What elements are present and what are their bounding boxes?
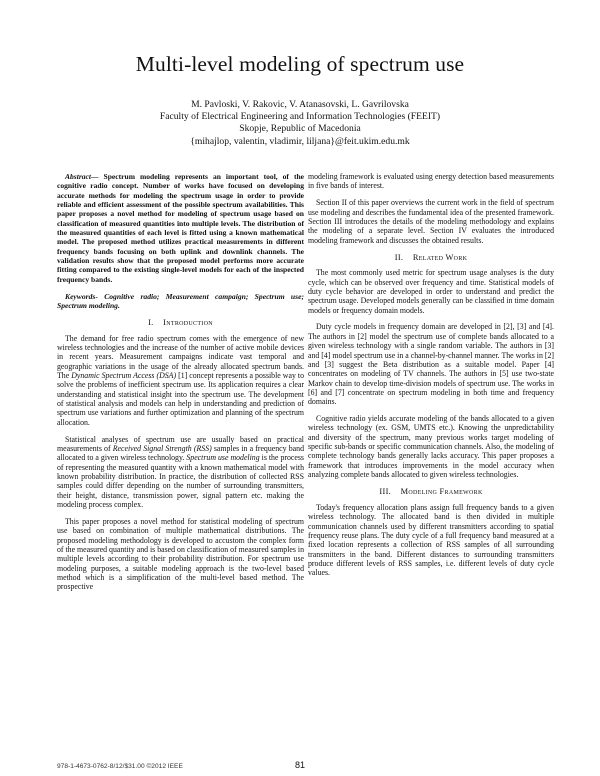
section-title: Related Work <box>412 252 468 262</box>
related-paragraph-3: Cognitive radio yields accurate modeling of the bands allocated to a given wireless technology (ex. GSM, UMTS etc.). Knowing the unpredictability and diversity of the spectrum, many previous works target modeling of specific sub-bands or specific communication channels. Also, the modeling of complete technology bands generally lacks accuracy. This paper proposes a framework that introduces improvements in the model accuracy when analyzing complete bands allocated to given wireless technologies. <box>308 414 554 480</box>
paragraph-text: is the process of representing the measured quantity with a known mathematical model with known probability distribution. In practice, the distribution of collected RSS samples could differ depending on the number of surrounding transmitters, their height, distance, transmission power, signal pattern etc. making the modeling process complex. <box>57 453 304 509</box>
intro-paragraph-1 <box>57 334 304 427</box>
author-block <box>0 99 600 148</box>
paragraph-text: samples in a frequency band allocated to a given wireless technology. <box>57 443 304 463</box>
emphasis-rss: Received Signal Strength (RSS) <box>112 443 212 453</box>
paragraph-text: [1] concept represents a possible way to solve the problems of inefficient spectrum use. Its application requires a clear understanding and statistical insight into the spectrum use. The development of statistical analysis and models can help in understanding and prediction of spectrum use variations and further optimization and planning of the spectrum allocation. <box>57 371 305 427</box>
abstract-text: Spectrum modeling represents an important tool, of the cognitive radio concept. Number of works have focused on developing accurate methods for modeling the spectrum usage in order to provide reliable and efficient assessment of the possible spectrum availabilities. This paper proposes a novel method for modeling of spectrum usage based on classification of measured quantities into multiple levels. The distribution of the measured quantities of each level is fitted using a known mathematical model. The proposed method utilizes practical measurements in different frequency bands focusing on both uplink and downlink channels. The validation results show that the proposed model performs more accurate fitting compared to the existing single-level models for each of the inspected frequency bands. <box>57 172 304 284</box>
intro-paragraph-3: This paper proposes a novel method for statistical modeling of spectrum use based on combination of multiple mathematical distributions. The proposed modeling methodology is developed to accustom the complex form of the measured quantity and is based on classification of measured samples in multiple levels according to their probability distribution. For spectrum use modeling purposes, a suitable modeling approach is the two-level based method which is a simplification of the multi-level based method. The prospective <box>57 516 305 592</box>
abstract-label: Abstract— <box>65 172 99 181</box>
section-heading-related-work <box>308 253 554 262</box>
paper-title: Multi-level modeling of spectrum use <box>135 52 465 76</box>
footer-copyright: 978-1-4673-0762-8/12/$31.00 ©2012 IEEE <box>57 763 183 770</box>
author-names: M. Pavloski, V. Rakovic, V. Atanasovski, L. Gavrilovska <box>191 99 409 110</box>
intro-paragraph-continued: modeling framework is evaluated using energy detection based measurements in five bands of interest. <box>308 172 554 191</box>
related-paragraph-1: The most commonly used metric for spectrum usage analyses is the duty cycle, which can be observed over frequency and time. Statistical models of duty cycle behavior are developed in order to understand and predict the spectrum usage. Developed models generally can be classified in time domain models or frequency domain models. <box>308 268 554 315</box>
section-number: I. <box>148 318 154 328</box>
author-affiliation: Faculty of Electrical Engineering and Information Technologies (FEEIT) <box>159 111 441 123</box>
section-number: III. <box>379 487 392 497</box>
section-number: II. <box>394 252 404 262</box>
section-title: Introduction <box>163 318 213 328</box>
left-column <box>57 172 304 599</box>
framework-paragraph-1: Today's frequency allocation plans assign full frequency bands to a given wireless technology. The allocated band is then divided in multiple communication channels used by different transmitters according to spatial frequency reuse plans. The duty cycle of a full frequency band measured at a fixed location represents a collection of RSS samples of all surrounding transmitters in the band. Different distances to surrounding transmitters produce different levels of RSS samples, i.e. different levels of duty cycle values. <box>308 502 554 578</box>
emphasis-dsa: Dynamic Spectrum Access (DSA) <box>71 371 177 381</box>
abstract <box>57 172 304 284</box>
emphasis-spectrum-use-modeling: Spectrum use modeling <box>186 453 260 463</box>
section-title: Modeling Framework <box>400 487 483 497</box>
intro-paragraph-2 <box>57 435 304 510</box>
author-emails: {mihajlop, valentin, vladimir, liljana}@feit.ukim.edu.mk <box>190 135 410 147</box>
related-paragraph-2: Duty cycle models in frequency domain are developed in [2], [3] and [4]. The authors in [2] model the spectrum use of complete bands allocated to a given wireless technology with a single random variable. The authors in [3] and [4] model spectrum use in a channel-by-channel manner. The works in [2] and [3] suggest the Beta distribution as a suitable model. Paper [4] concentrates on modeling of TV channels. The authors in [5] use two-state Markov chain to develop time-division models of spectrum use. The works in [6] and [7] concentrate on spectrum modeling in both time and frequency domains. <box>308 322 554 407</box>
paragraph-text: Statistical analyses of spectrum use are usually based on practical measurements of <box>57 434 304 453</box>
keywords: Keywords- Cognitive radio; Measurement campaign; Spectrum use; Spectrum modeling. <box>57 291 304 310</box>
section-heading-modeling-framework <box>308 487 554 496</box>
author-location: Skopje, Republic of Macedonia <box>239 123 361 135</box>
intro-paragraph-4: Section II of this paper overviews the current work in the field of spectrum use modeling and describes the fundamental idea of the presented framework. Section III introduces the details of the modeling methodology and explains the modeling of a separate level. Section IV evaluates the introduced modeling framework and discusses the obtained results. <box>308 198 554 245</box>
paragraph-text: The demand for free radio spectrum comes with the emergence of new wireless technologies and the increase of the number of active mobile devices in recent years. Measurement campaigns indicate vast temporal and geographic variations in the usage of the already allocated spectrum bands. The <box>57 333 304 381</box>
section-heading-introduction <box>57 318 304 327</box>
right-column <box>308 172 554 585</box>
page-number: 81 <box>294 760 305 770</box>
